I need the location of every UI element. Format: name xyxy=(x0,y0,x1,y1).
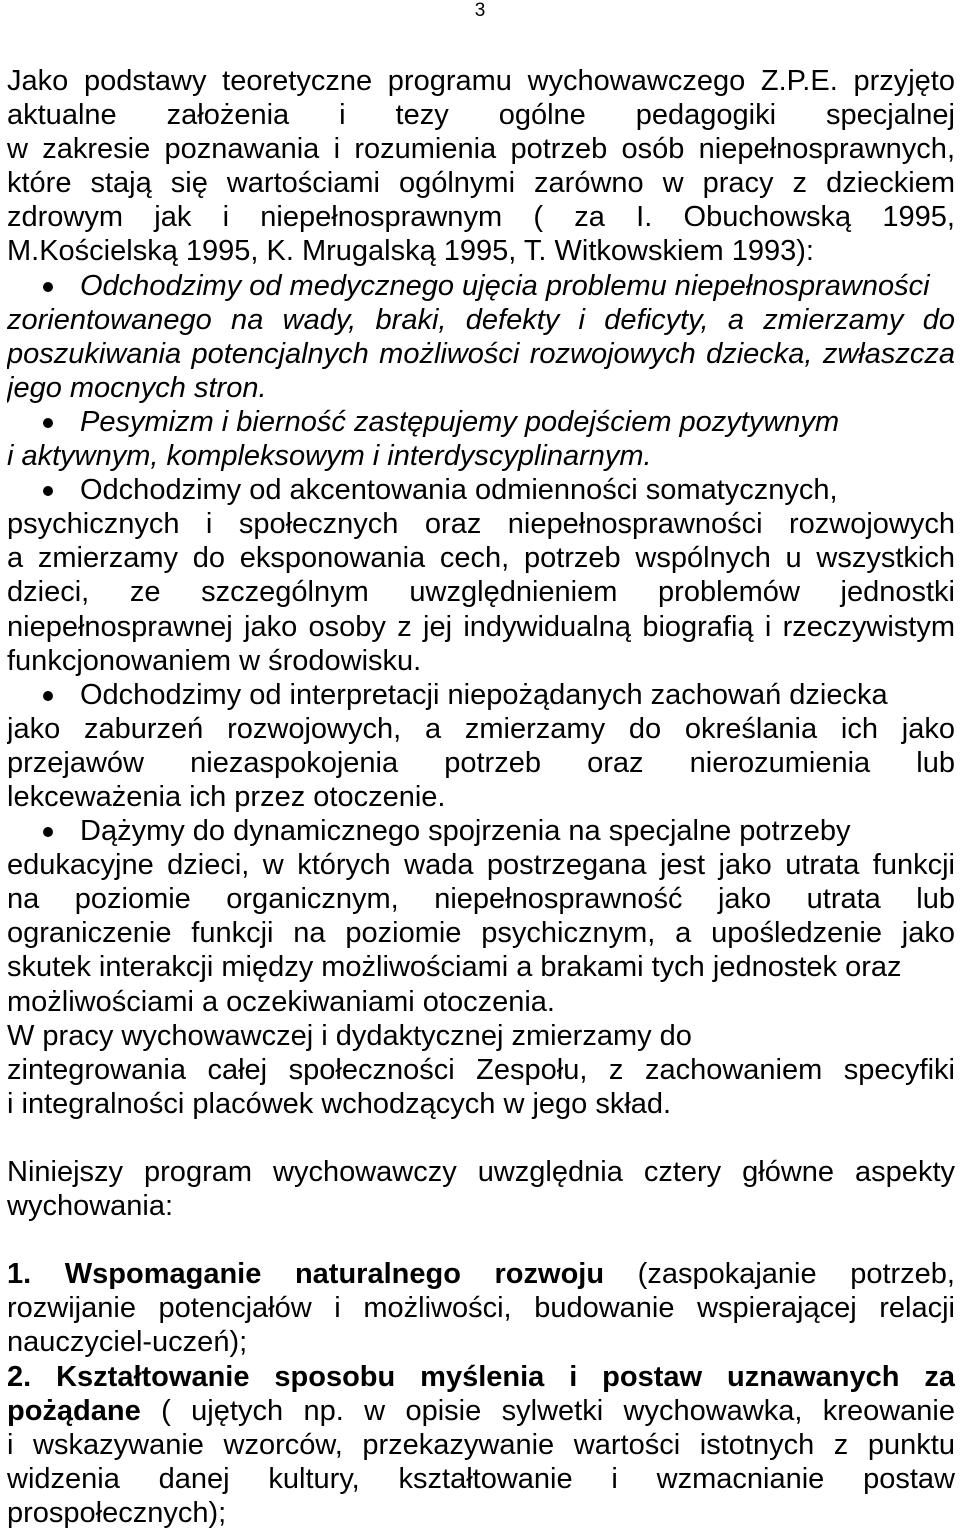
paragraph-line: W pracy wychowawczej i dydaktycznej zmierzamy do xyxy=(7,1019,692,1052)
integration-paragraph xyxy=(7,1019,955,1121)
aspect-text: (zaspokajanie potrzeb, xyxy=(637,1258,955,1291)
bullet-icon xyxy=(43,418,53,428)
bullet-line: i aktywnym, kompleksowym i interdyscyplinarnym. xyxy=(7,440,652,473)
bullet-line-text: Odchodzimy od akcentowania odmienności somatycznych, xyxy=(80,474,838,507)
aspect-text: ( ujętych np. w opisie sylwetki wychowawka, kreowanie xyxy=(161,1394,955,1427)
bullet-line: a zmierzamy do eksponowania cech, potrzeb wspólnych u wszystkich xyxy=(7,542,955,575)
bullet-icon xyxy=(43,691,53,701)
bullet-line: jego mocnych stron. xyxy=(7,371,267,404)
intro-line: aktualne założenia i tezy ogólne pedagogiki specjalnej xyxy=(7,99,955,132)
bullet-line: dzieci, ze szczególnym uwzględnieniem problemów jednostki xyxy=(7,576,955,609)
bullet-item xyxy=(7,814,955,1019)
intro-line: M.Kościelską 1995, K. Mrugalską 1995, T. Witkowskiem 1993): xyxy=(7,235,814,268)
aspect-line: nauczyciel-uczeń); xyxy=(7,1326,248,1359)
bullet-first-line xyxy=(7,814,955,848)
paragraph-line: zintegrowania całej społeczności Zespołu, z zachowaniem specyfiki xyxy=(7,1053,955,1086)
bullet-line: funkcjonowaniem w środowisku. xyxy=(7,644,422,677)
principles-list xyxy=(7,269,955,1019)
intro-paragraph xyxy=(7,64,955,269)
intro-line: w zakresie poznawania i rozumienia potrzeb osób niepełnosprawnych, xyxy=(7,133,955,166)
aspect-item xyxy=(7,1257,955,1359)
bullet-line: zorientowanego na wady, braki, defekty i deficyty, a zmierzamy do xyxy=(7,303,955,336)
aspect-line: rozwijanie potencjałów i możliwości, budowanie wspierającej relacji xyxy=(7,1292,955,1325)
paragraph-line: wychowania: xyxy=(7,1190,174,1223)
aspect-item xyxy=(7,1360,955,1530)
bullet-line: na poziomie organicznym, niepełnosprawność jako utrata lub xyxy=(7,883,955,916)
bullet-line: przejawów niezaspokojenia potrzeb oraz nierozumienia lub xyxy=(7,746,955,779)
bullet-icon xyxy=(43,827,53,837)
bullet-line: poszukiwania potencjalnych możliwości rozwojowych dziecka, zwłaszcza xyxy=(7,337,955,370)
aspect-heading: 2. Kształtowanie sposobu myślenia i postaw uznawanych za xyxy=(7,1360,955,1393)
aspects-intro-paragraph xyxy=(7,1155,955,1223)
intro-line: Jako podstawy teoretyczne programu wychowawczego Z.P.E. przyjęto xyxy=(7,65,955,97)
bullet-line: edukacyjne dzieci, w których wada postrzegana jest jako utrata funkcji xyxy=(7,849,955,882)
bullet-line: możliwościami a oczekiwaniami otoczenia. xyxy=(7,985,555,1018)
paragraph-line: Niniejszy program wychowawczy uwzględnia cztery główne aspekty xyxy=(7,1156,955,1188)
aspect-heading-continuation: pożądane xyxy=(7,1394,141,1427)
bullet-line-text: Odchodzimy od medycznego ujęcia problemu niepełnosprawności xyxy=(80,269,930,302)
bullet-line: jako zaburzeń rozwojowych, a zmierzamy do określania ich jako xyxy=(7,712,955,745)
bullet-icon xyxy=(43,282,53,292)
page-number: 3 xyxy=(474,0,486,21)
aspect-line: widzenia danej kultury, kształtowanie i wzmacnianie postaw xyxy=(7,1462,955,1495)
bullet-first-line xyxy=(7,678,955,712)
bullet-icon xyxy=(43,486,53,496)
blank-line xyxy=(7,1121,955,1155)
aspect-heading: 1. Wspomaganie naturalnego rozwoju xyxy=(7,1258,605,1291)
intro-line: które stają się wartościami ogólnymi zarówno w pracy z dzieckiem xyxy=(7,167,955,200)
aspect-line xyxy=(7,1394,955,1428)
document-body xyxy=(7,64,955,1530)
bullet-line: ograniczenie funkcji na poziomie psychicznym, a upośledzenie jako xyxy=(7,917,955,950)
blank-line xyxy=(7,1223,955,1257)
aspect-line: i wskazywanie wzorców, przekazywanie wartości istotnych z punktu xyxy=(7,1428,955,1461)
bullet-item xyxy=(7,678,955,814)
bullet-item xyxy=(7,473,955,678)
bullet-line-text: Dążymy do dynamicznego spojrzenia na specjalne potrzeby xyxy=(80,815,851,848)
bullet-line: lekceważenia ich przez otoczenie. xyxy=(7,780,446,813)
bullet-first-line xyxy=(7,473,955,507)
bullet-item xyxy=(7,405,955,473)
bullet-line: niepełnosprawnej jako osoby z jej indywidualną biografią i rzeczywistym xyxy=(7,610,955,643)
bullet-line: skutek interakcji między możliwościami a brakami tych jednostek oraz xyxy=(7,951,902,984)
aspect-first-line xyxy=(7,1257,955,1291)
bullet-line-text: Odchodzimy od interpretacji niepożądanych zachowań dziecka xyxy=(80,678,888,711)
aspects-list xyxy=(7,1257,955,1530)
bullet-first-line xyxy=(7,269,955,303)
aspect-line: prospołecznych); xyxy=(7,1496,227,1529)
bullet-item xyxy=(7,269,955,405)
paragraph-line: i integralności placówek wchodzących w jego skład. xyxy=(7,1087,672,1120)
bullet-first-line xyxy=(7,405,955,439)
intro-line: zdrowym jak i niepełnosprawnym ( za I. Obuchowską 1995, xyxy=(7,201,955,234)
bullet-line: psychicznych i społecznych oraz niepełnosprawności rozwojowych xyxy=(7,508,955,541)
bullet-line-text: Pesymizm i bierność zastępujemy podejściem pozytywnym xyxy=(80,405,840,438)
